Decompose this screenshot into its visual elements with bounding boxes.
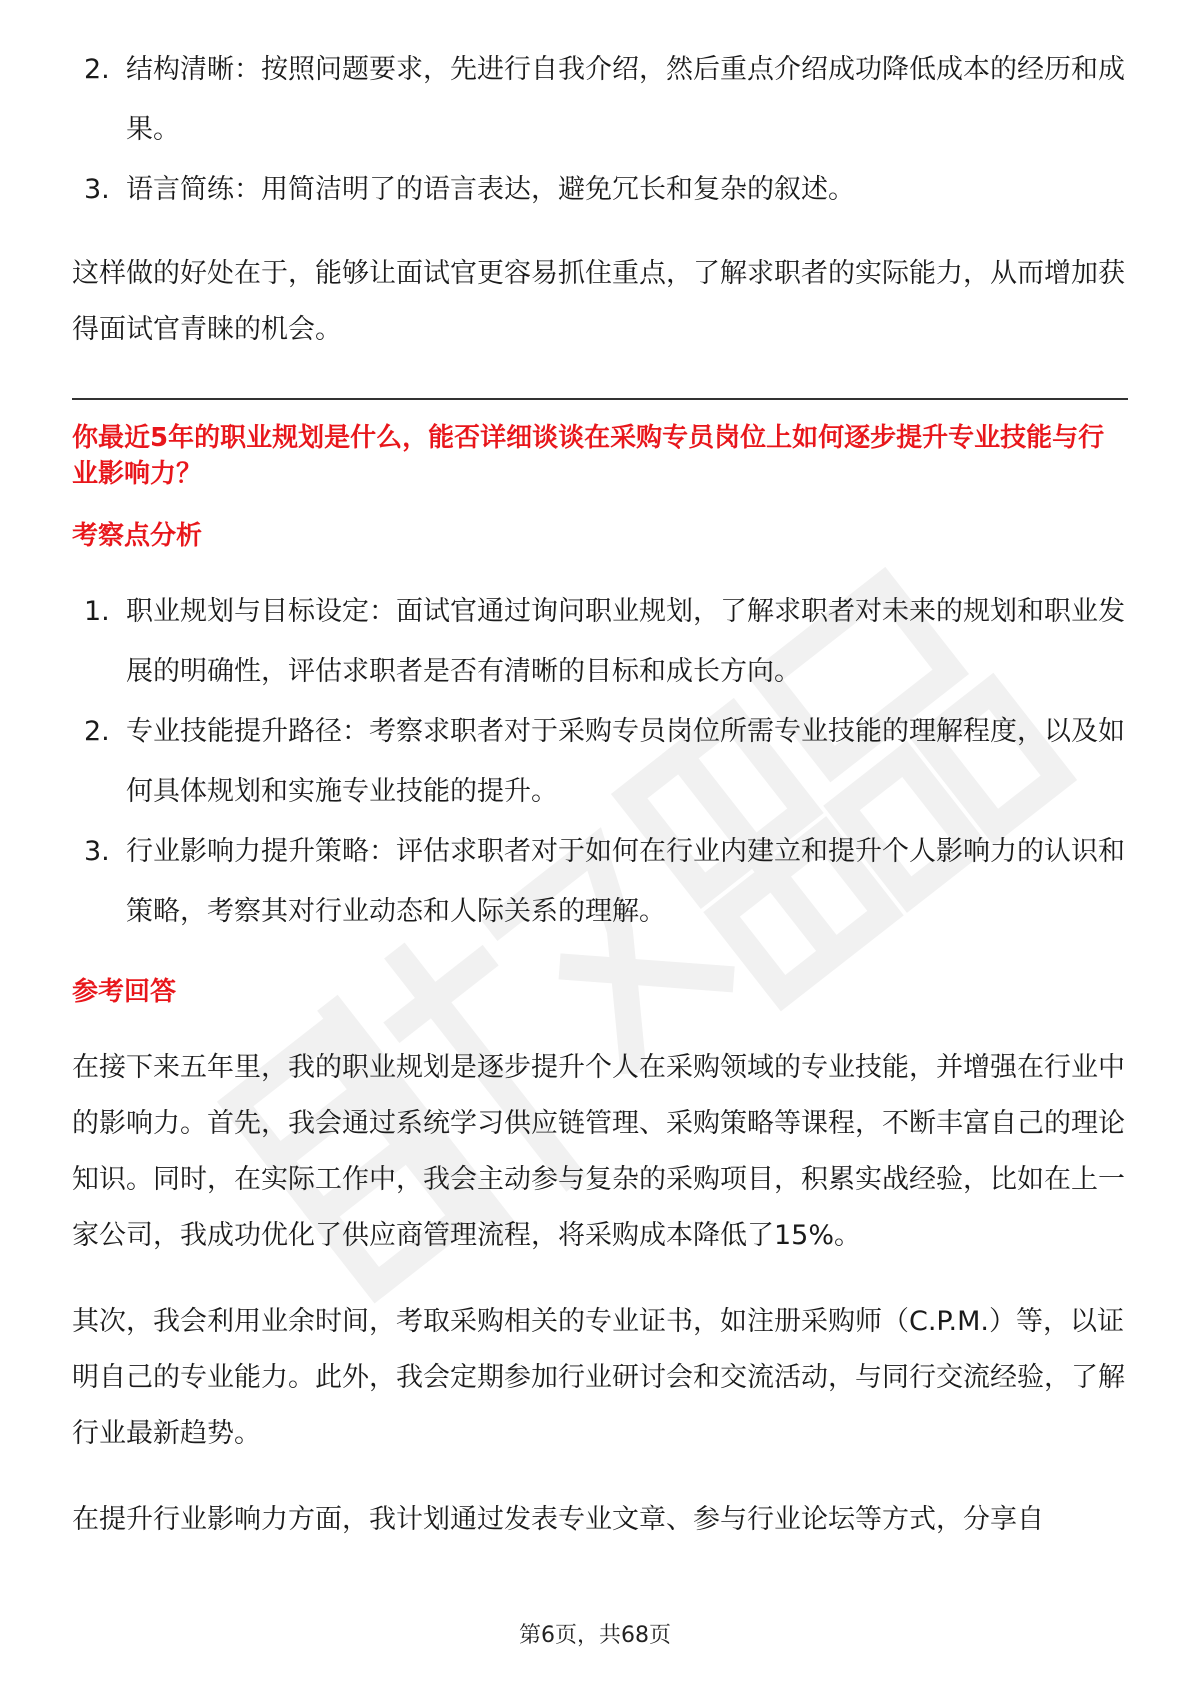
list-item-number: 1. bbox=[84, 596, 110, 627]
analysis-heading: 考察点分析 bbox=[72, 521, 203, 551]
answer-heading: 参考回答 bbox=[72, 977, 177, 1007]
answer-paragraph: 其次，我会利用业余时间，考取采购相关的专业证书，如注册采购师（C.P.M.）等，以证明自己的专业能力。此外，我会定期参加行业研讨会和交流活动，与同行交流经验，了解行业最新趋势。 bbox=[72, 1306, 1125, 1449]
list-item bbox=[72, 822, 1128, 942]
list-item-number: 3. bbox=[84, 174, 110, 205]
list-item-text: 职业规划与目标设定：面试官通过询问职业规划，了解求职者对未来的规划和职业发展的明确性，评估求职者是否有清晰的目标和成长方向。 bbox=[126, 596, 1125, 687]
analysis-list bbox=[72, 582, 1128, 942]
list-item bbox=[72, 40, 1128, 160]
question-heading: 你最近5年的职业规划是什么，能否详细谈谈在采购专员岗位上如何逐步提升专业技能与行业影响力？ bbox=[72, 423, 1105, 489]
section-divider bbox=[72, 398, 1128, 400]
list-item-text: 专业技能提升路径：考察求职者对于采购专员岗位所需专业技能的理解程度，以及如何具体规划和实施专业技能的提升。 bbox=[126, 716, 1125, 807]
list-item-number: 2. bbox=[84, 54, 110, 85]
list-item-number: 2. bbox=[84, 716, 110, 747]
list-item bbox=[72, 160, 1128, 220]
list-item-text: 语言简练：用简洁明了的语言表达，避免冗长和复杂的叙述。 bbox=[126, 174, 855, 205]
conclusion-paragraph: 这样做的好处在于，能够让面试官更容易抓住重点，了解求职者的实际能力，从而增加获得面试官青睐的机会。 bbox=[72, 258, 1125, 345]
list-item bbox=[72, 702, 1128, 822]
list-item-text: 行业影响力提升策略：评估求职者对于如何在行业内建立和提升个人影响力的认识和策略，考察其对行业动态和人际关系的理解。 bbox=[126, 836, 1125, 927]
list-item-number: 3. bbox=[84, 836, 110, 867]
list-item-text: 结构清晰：按照问题要求，先进行自我介绍，然后重点介绍成功降低成本的经历和成果。 bbox=[126, 54, 1125, 145]
answer-paragraph: 在提升行业影响力方面，我计划通过发表专业文章、参与行业论坛等方式，分享自 bbox=[72, 1504, 1044, 1535]
answer-paragraph: 在接下来五年里，我的职业规划是逐步提升个人在采购领域的专业技能，并增强在行业中的影响力。首先，我会通过系统学习供应链管理、采购策略等课程，不断丰富自己的理论知识。同时，在实际工作中，我会主动参与复杂的采购项目，积累实战经验，比如在上一家公司，我成功优化了供应商管理流程，将采购成本降低了15%。 bbox=[72, 1052, 1125, 1251]
page-footer: 第6页，共68页 bbox=[519, 1623, 671, 1648]
document-page bbox=[72, 40, 1128, 1548]
list-item bbox=[72, 582, 1128, 702]
top-numbered-list bbox=[72, 40, 1128, 220]
